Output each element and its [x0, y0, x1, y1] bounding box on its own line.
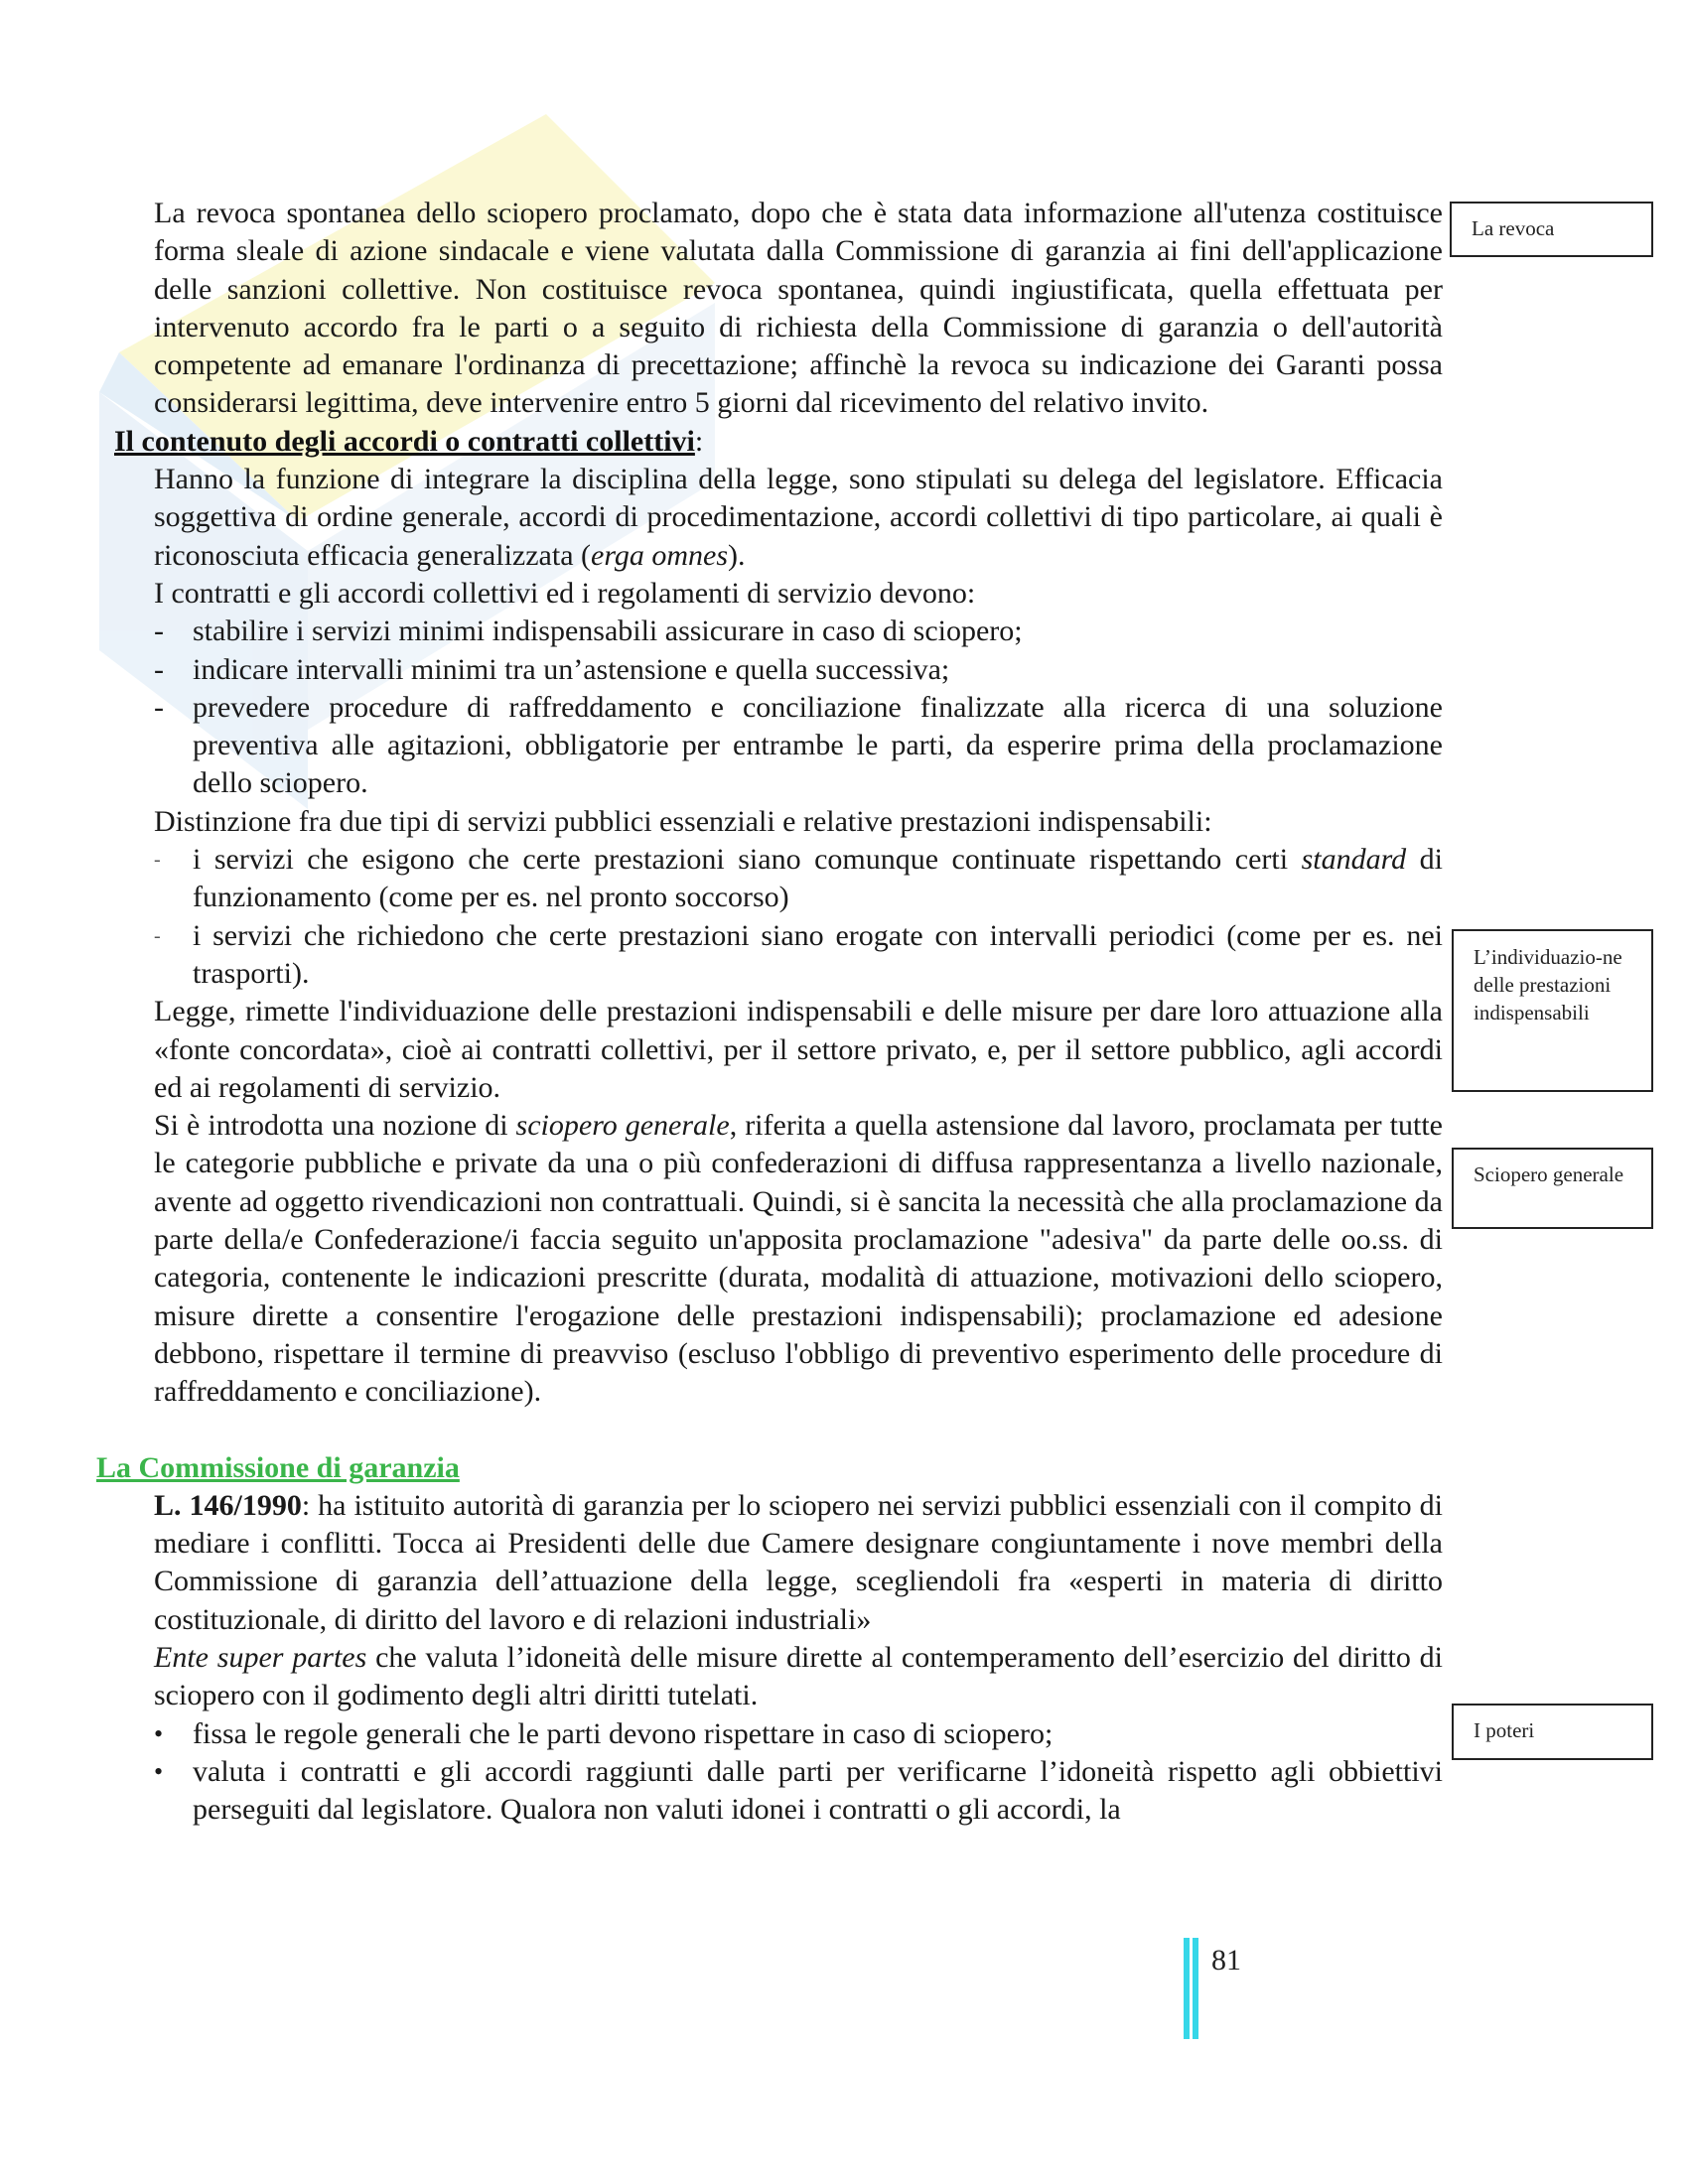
heading-colon: : [694, 424, 704, 458]
text-run: che valuta l’idoneità delle misure dirette al contemperamento dell’esercizio del diritto di sciopero con il godimento degli altri diritti tutelati. [154, 1640, 1443, 1712]
italic-run: Ente super partes [154, 1640, 367, 1674]
page-content [96, 195, 1444, 1829]
list-item-text: stabilire i servizi minimi indispensabili assicurare in caso di sciopero; [193, 614, 1023, 648]
text-run: di funzionamento (come per es. nel pronto soccorso) [193, 843, 1444, 914]
margin-note-text: Sciopero generale [1474, 1162, 1624, 1186]
dash-marker: - [154, 690, 164, 724]
list-item-text: indicare intervalli minimi tra un’astensione e quella successiva; [193, 652, 950, 686]
section-heading-contenuto [114, 423, 1443, 461]
margin-note-sciopero-generale [1452, 1148, 1653, 1229]
text-run: , riferita a quella astensione dal lavoro, proclamata per tutte le categorie pubbliche e private da una o più confederazioni di diffusa rappresentanza a livello nazionale, avente ad oggetto rivendicazioni non contrattuali. Quindi, si è sancita la necessità che alla proclamazione da parte della/e Confederazione/i faccia seguito un'apposita proclamazione "adesiva" da parte delle oo.ss. di categoria, contenente le indicazioni prescritte (durata, modalità di attuazione, motivazioni dello sciopero, misure dirette a consentire l'erogazione delle prestazioni indispensabili); proclamazione ed adesione debbono, rispettare il termine di preavviso (escluso l'obbligo di preventivo esperimento delle procedure di raffreddamento e conciliazione). [154, 1109, 1443, 1409]
text-run: Hanno la funzione di integrare la disciplina della legge, sono stipulati su delega del legislatore. Efficacia soggettiva di ordine generale, accordi di procedimentazione, accordi collettivi di tipo particolare, ai quali è riconosciuta efficacia generalizzata ( [154, 463, 1443, 572]
text-run: : ha istituito autorità di garanzia per lo sciopero nei servizi pubblici essenziali con il compito di mediare i conflitti. Tocca ai Presidenti delle due Camere designare congiuntamente i nove membri della Commissione di garanzia dell’attuazione della legge, scegliendoli fra «esperti in materia di diritto costituzionale, di diritto del lavoro e di relazioni industriali» [154, 1488, 1443, 1636]
bullet-marker: • [154, 1718, 164, 1748]
text-run: ). [728, 538, 746, 572]
heading-text: Il contenuto degli accordi o contratti collettivi [114, 424, 695, 458]
italic-run: standard [1301, 843, 1407, 877]
italic-run: sciopero generale [515, 1109, 730, 1143]
list-item [154, 613, 1443, 650]
bullet-marker: • [154, 1756, 164, 1786]
list-item [154, 689, 1443, 803]
paragraph-devono: I contratti e gli accordi collettivi ed i regolamenti di servizio devono: [154, 576, 976, 610]
paragraph-distinzione: Distinzione fra due tipi di servizi pubblici essenziali e relative prestazioni indispensabili: [154, 804, 1212, 838]
list-item-text: valuta i contratti e gli accordi raggiunti dalle parti per verificarne l’idoneità rispetto agli obbiettivi perseguiti dal legislatore. Qualora non valuti idonei i contratti o gli accordi, la [193, 1754, 1443, 1827]
list-item-text: i servizi che richiedono che certe prestazioni siano erogate con intervalli periodici (come per es. nei trasporti). [193, 918, 1443, 990]
list-item [154, 841, 1443, 917]
dash-marker: - [154, 924, 161, 947]
section-heading-commissione: La Commissione di garanzia [96, 1450, 460, 1484]
footer-bar-right [1193, 1938, 1198, 2039]
page-number: 81 [1211, 1944, 1241, 1977]
paragraph-ente [154, 1639, 1443, 1715]
margin-note-text: L’individuazio-ne delle prestazioni indispensabili [1474, 945, 1622, 1024]
dash-marker: - [154, 652, 164, 686]
text-run: i servizi che esigono che certe prestazioni siano comunque continuate rispettando certi [193, 843, 1302, 877]
paragraph-revoca: La revoca spontanea dello sciopero proclamato, dopo che è stata data informazione all'utenza costituisce forma sleale di azione sindacale e viene valutata dalla Commissione di garanzia ai fini dell'applicazione delle sanzioni collettive. Non costituisce revoca spontanea, quindi ingiustificata, quella effettuata per intervenuto accordo fra le parti o a seguito di richiesta della Commissione di garanzia o dell'autorità competente ad emanare l'ordinanza di precettazione; affinchè la revoca su indicazione dei Garanti possa considerarsi legittima, deve intervenire entro 5 giorni dal ricevimento del relativo invito. [154, 197, 1443, 420]
text-run: Si è introdotta una nozione di [154, 1109, 516, 1143]
paragraph-sciopero-generale [154, 1107, 1443, 1411]
dash-marker: - [154, 849, 161, 872]
list-item [154, 917, 1443, 994]
list-item [154, 1753, 1443, 1830]
margin-note-revoca [1450, 202, 1653, 257]
margin-note-individuazione [1452, 929, 1653, 1092]
list-item-text: prevedere procedure di raffreddamento e conciliazione finalizzate alla ricerca di una soluzione preventiva alle agitazioni, obbligatorie per entrambe le parti, da esperire prima della proclamazione dello sciopero. [193, 690, 1443, 800]
paragraph-legge-146 [154, 1487, 1443, 1639]
dash-marker: - [154, 614, 164, 648]
paragraph-legge: Legge, rimette l'individuazione delle prestazioni indispensabili e delle misure per dare loro attuazione alla «fonte concordata», cioè ai contratti collettivi, per il settore privato, e, per il settore pubblico, agli accordi ed ai regolamenti di servizio. [154, 995, 1443, 1104]
margin-note-text: La revoca [1472, 216, 1555, 240]
margin-note-text: I poteri [1474, 1718, 1535, 1742]
bold-run: L. 146/1990 [154, 1488, 302, 1522]
italic-run: erga omnes [591, 538, 729, 572]
list-item [154, 1715, 1443, 1753]
margin-note-poteri [1452, 1704, 1653, 1760]
list-item [154, 651, 1443, 689]
paragraph-funzione [154, 461, 1443, 575]
list-item-text: fissa le regole generali che le parti devono rispettare in caso di sciopero; [193, 1716, 1054, 1750]
footer-bar-left [1184, 1938, 1190, 2039]
